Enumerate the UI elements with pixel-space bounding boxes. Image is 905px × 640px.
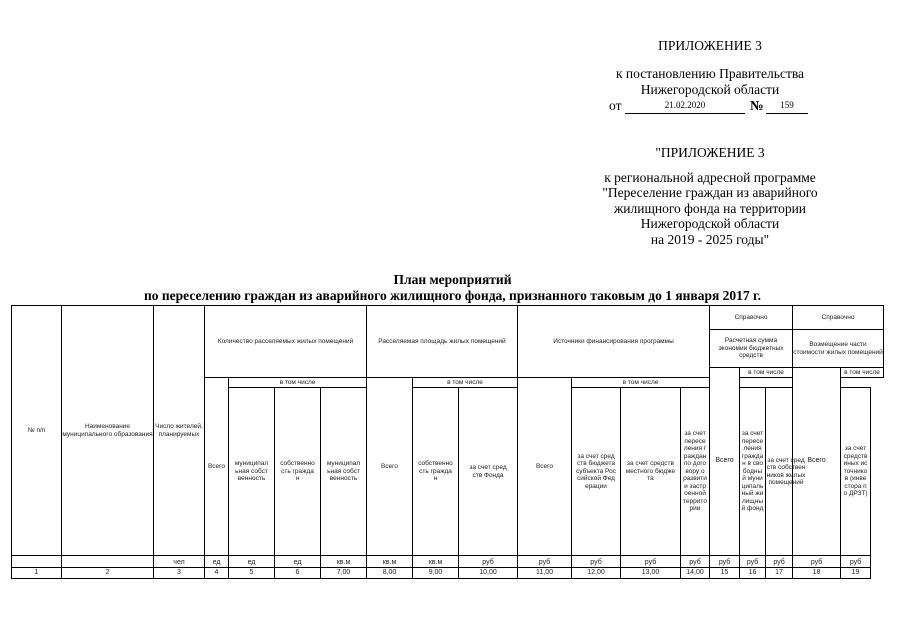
unit-cell: кв.м: [413, 556, 459, 568]
area-own-header: собственность граждан: [413, 388, 459, 556]
unit-cell: ед: [229, 556, 275, 568]
resolution-date: 21.02.2020: [664, 100, 706, 110]
in-that-sources: в том числе: [572, 378, 710, 388]
appendix2-title: "ПРИЛОЖЕНИЕ 3: [655, 145, 765, 160]
appendix2-line3: жилищного фонда на территории: [613, 201, 807, 216]
appendix2-line2: "Переселение граждан из аварийного: [602, 185, 818, 200]
econ-a-header: за счет переселения граждан по договору о развитии застроенной территории: [681, 388, 710, 556]
number-cell: 9,00: [413, 568, 459, 579]
number-cell: 15: [710, 568, 740, 579]
unit-cell: руб: [459, 556, 518, 568]
unit-cell: руб: [572, 556, 621, 568]
col-no-header: № п/п: [12, 306, 62, 556]
resolution-line: к постановлению Правительства: [615, 66, 805, 81]
appendix2-line5: на 2019 - 2025 годы": [650, 232, 770, 247]
number-cell: 7,00: [321, 568, 367, 579]
in-that-econ: в том числе: [740, 368, 793, 378]
number-cell: 12,00: [572, 568, 621, 579]
unit-cell: руб: [841, 556, 871, 568]
number-label: №: [750, 98, 764, 113]
appendix2-line1: к региональной адресной программе: [604, 170, 816, 185]
unit-cell: руб: [740, 556, 766, 568]
unit-cell: руб: [518, 556, 572, 568]
number-cell: 5: [229, 568, 275, 579]
number-cell: 19: [841, 568, 871, 579]
sub-comp-header: Возмещение части стоимости жилых помещений: [793, 330, 884, 368]
area-muni-header: муниципальная собственность: [321, 388, 367, 556]
in-that-rooms: в том числе: [229, 378, 367, 388]
unit-cell: руб: [793, 556, 841, 568]
number-cell: 13,00: [621, 568, 681, 579]
number-cell: 17: [766, 568, 793, 579]
unit-cell: ед: [205, 556, 229, 568]
total-comp-header: Всего: [793, 368, 841, 556]
number-cell: 14,00: [681, 568, 710, 579]
date-from-label: от: [609, 98, 622, 113]
group-ref1-header: Справочно: [710, 306, 793, 330]
econ-b-header: за счет переселения граждан в свободный муниципальный жилищный фонд: [740, 388, 766, 556]
total-area-header: Всего: [367, 378, 413, 556]
plan-table: [11, 305, 884, 579]
total-sources-header: Всего: [518, 378, 572, 556]
appendix2-line4: Нижегородской области: [640, 216, 780, 231]
group-rooms-header: Количество расселяемых жилых помещений: [205, 306, 367, 378]
number-cell: 3: [154, 568, 205, 579]
comp-b-header: за счет средств иных источников (инвестора по ДРЗТ): [841, 388, 871, 556]
region-line: Нижегородской области: [640, 82, 780, 97]
total-econ-header: Всего: [710, 368, 740, 556]
comp-a-header: за счет средств собственников жилых помещений: [766, 388, 793, 556]
number-underline: [766, 113, 808, 114]
number-cell: 11,00: [518, 568, 572, 579]
group-area-header: Расселяемая площадь жилых помещений: [367, 306, 518, 378]
group-sources-header: Источники финансирования программы: [518, 306, 710, 378]
col-name-header: Наименование муниципального образования: [62, 306, 154, 556]
unit-cell: руб: [681, 556, 710, 568]
source-fund-header: за счет средств Фонда: [459, 388, 518, 556]
plan-subtitle: по переселению граждан из аварийного жилищного фонда, признанного таковым до 1 января 2017 г.: [143, 288, 761, 303]
appendix-title: ПРИЛОЖЕНИЕ 3: [658, 38, 762, 53]
date-underline: [625, 113, 745, 114]
number-cell: 2: [62, 568, 154, 579]
number-cell: 6: [275, 568, 321, 579]
total-rooms-header: Всего: [205, 378, 229, 556]
unit-cell: кв.м: [321, 556, 367, 568]
number-cell: 16: [740, 568, 766, 579]
rooms-own-header: собственность граждан: [275, 388, 321, 556]
source-subject-header: за счет средств бюджета субъекта Российской Федерации: [572, 388, 621, 556]
group-ref2-header: Справочно: [793, 306, 884, 330]
unit-cell: руб: [710, 556, 740, 568]
unit-cell: [12, 556, 62, 568]
number-cell: 10,00: [459, 568, 518, 579]
number-cell: 4: [205, 568, 229, 579]
source-local-header: за счет средств местного бюджета: [621, 388, 681, 556]
number-cell: 18: [793, 568, 841, 579]
unit-cell: руб: [766, 556, 793, 568]
plan-title: План мероприятий: [393, 272, 512, 287]
in-that-area: в том числе: [413, 378, 518, 388]
unit-cell: чел: [154, 556, 205, 568]
sub-econ-header: Расчетная сумма экономии бюджетных средств: [710, 330, 793, 368]
unit-cell: руб: [621, 556, 681, 568]
col-residents-header: Число жителей, планируемых: [154, 306, 205, 556]
resolution-number: 159: [780, 100, 794, 110]
unit-cell: кв.м: [367, 556, 413, 568]
unit-cell: ед: [275, 556, 321, 568]
unit-cell: [62, 556, 154, 568]
in-that-comp: в том числе: [841, 368, 884, 378]
rooms-muni-header: муниципальная собственность: [229, 388, 275, 556]
number-cell: 8,00: [367, 568, 413, 579]
number-cell: 1: [12, 568, 62, 579]
